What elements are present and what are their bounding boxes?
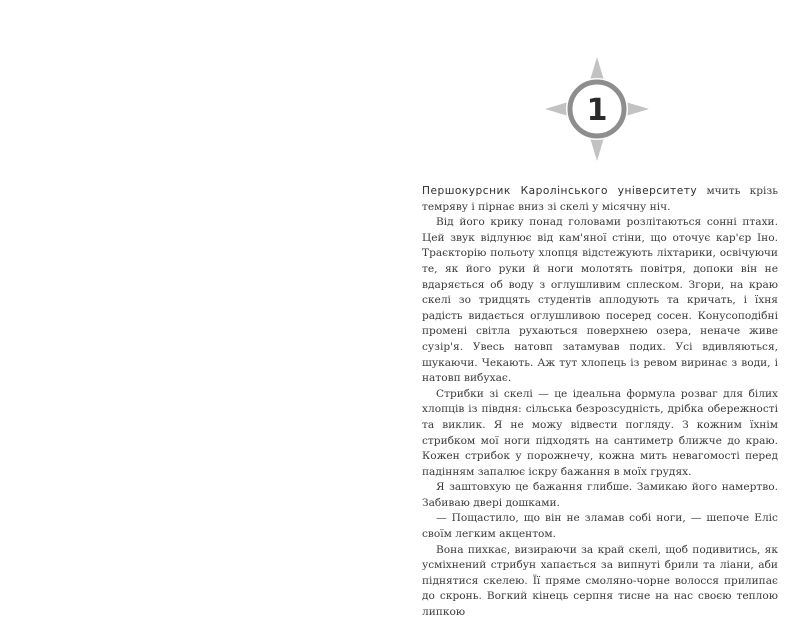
paragraph: Від його крику понад головами розлітаються сонні птахи. Цей звук відлунює від кам'яної стіни, що оточує кар'єр Іно. Траєкторію польоту хлопця відстежують ліхтарики, освічуючи те, як його руки й ноги молотять повітря, допоки він не вдаряється об воду з оглушливим сплеском. Згори, на краю скелі зо тридцять студентів аплодують та кричать, і їхня радість видається оглушливою посеред сосен. Конусоподібні промені світла рухаються поверхнею озера, неначе живе сузір'я. Увесь натовп затамував подих. Усі вдивляються, шукаючи. Чекають. Аж тут хлопець із ревом виринає з води, і натовп вибухає. bbox=[422, 216, 778, 385]
paragraph: — Пощастило, що він не зламав собі ноги, — шепоче Еліс своїм легким акцентом. bbox=[422, 512, 778, 541]
left-page bbox=[0, 0, 400, 582]
chapter-text bbox=[422, 184, 778, 621]
right-page bbox=[400, 0, 800, 619]
paragraph: Я заштовхую це бажання глибше. Замикаю його намертво. Забиваю двері дошками. bbox=[422, 481, 778, 509]
four-point-star-icon bbox=[545, 57, 649, 161]
paragraph: Вона пихкає, визираючи за край скелі, щоб подивитись, як усміхнений стрибун хапається за випнуті брили та ліани, аби піднятися скелею. Її пряме смоляно-чорне волосся прилипає до скронь. Вогкий кінець серпня тисне на нас своєю теплою липкою bbox=[422, 543, 778, 619]
chapter-emblem bbox=[545, 57, 649, 161]
paragraph: Стрибки зі скелі — це ідеальна формула розваг для білих хлопців із півдня: сільська безрозсудність, дрібка обережності та виклик. Я не можу відвести погляду. З кожним їхнім стрибком мої ноги підходять на сантиметр ближче до краю. Кожен стрибок у порожнечу, кожна мить невагомості перед падінням запалює іскру бажання в моїх грудях. bbox=[422, 387, 778, 478]
chapter-number: 1 bbox=[586, 93, 608, 128]
opening-paragraph bbox=[422, 184, 778, 215]
opening-rest: мчить крізь темряву і пірнає вниз зі скелі у місячну ніч. bbox=[422, 185, 778, 213]
opening-lead: Першокурсник Каролінського університету bbox=[422, 185, 698, 197]
